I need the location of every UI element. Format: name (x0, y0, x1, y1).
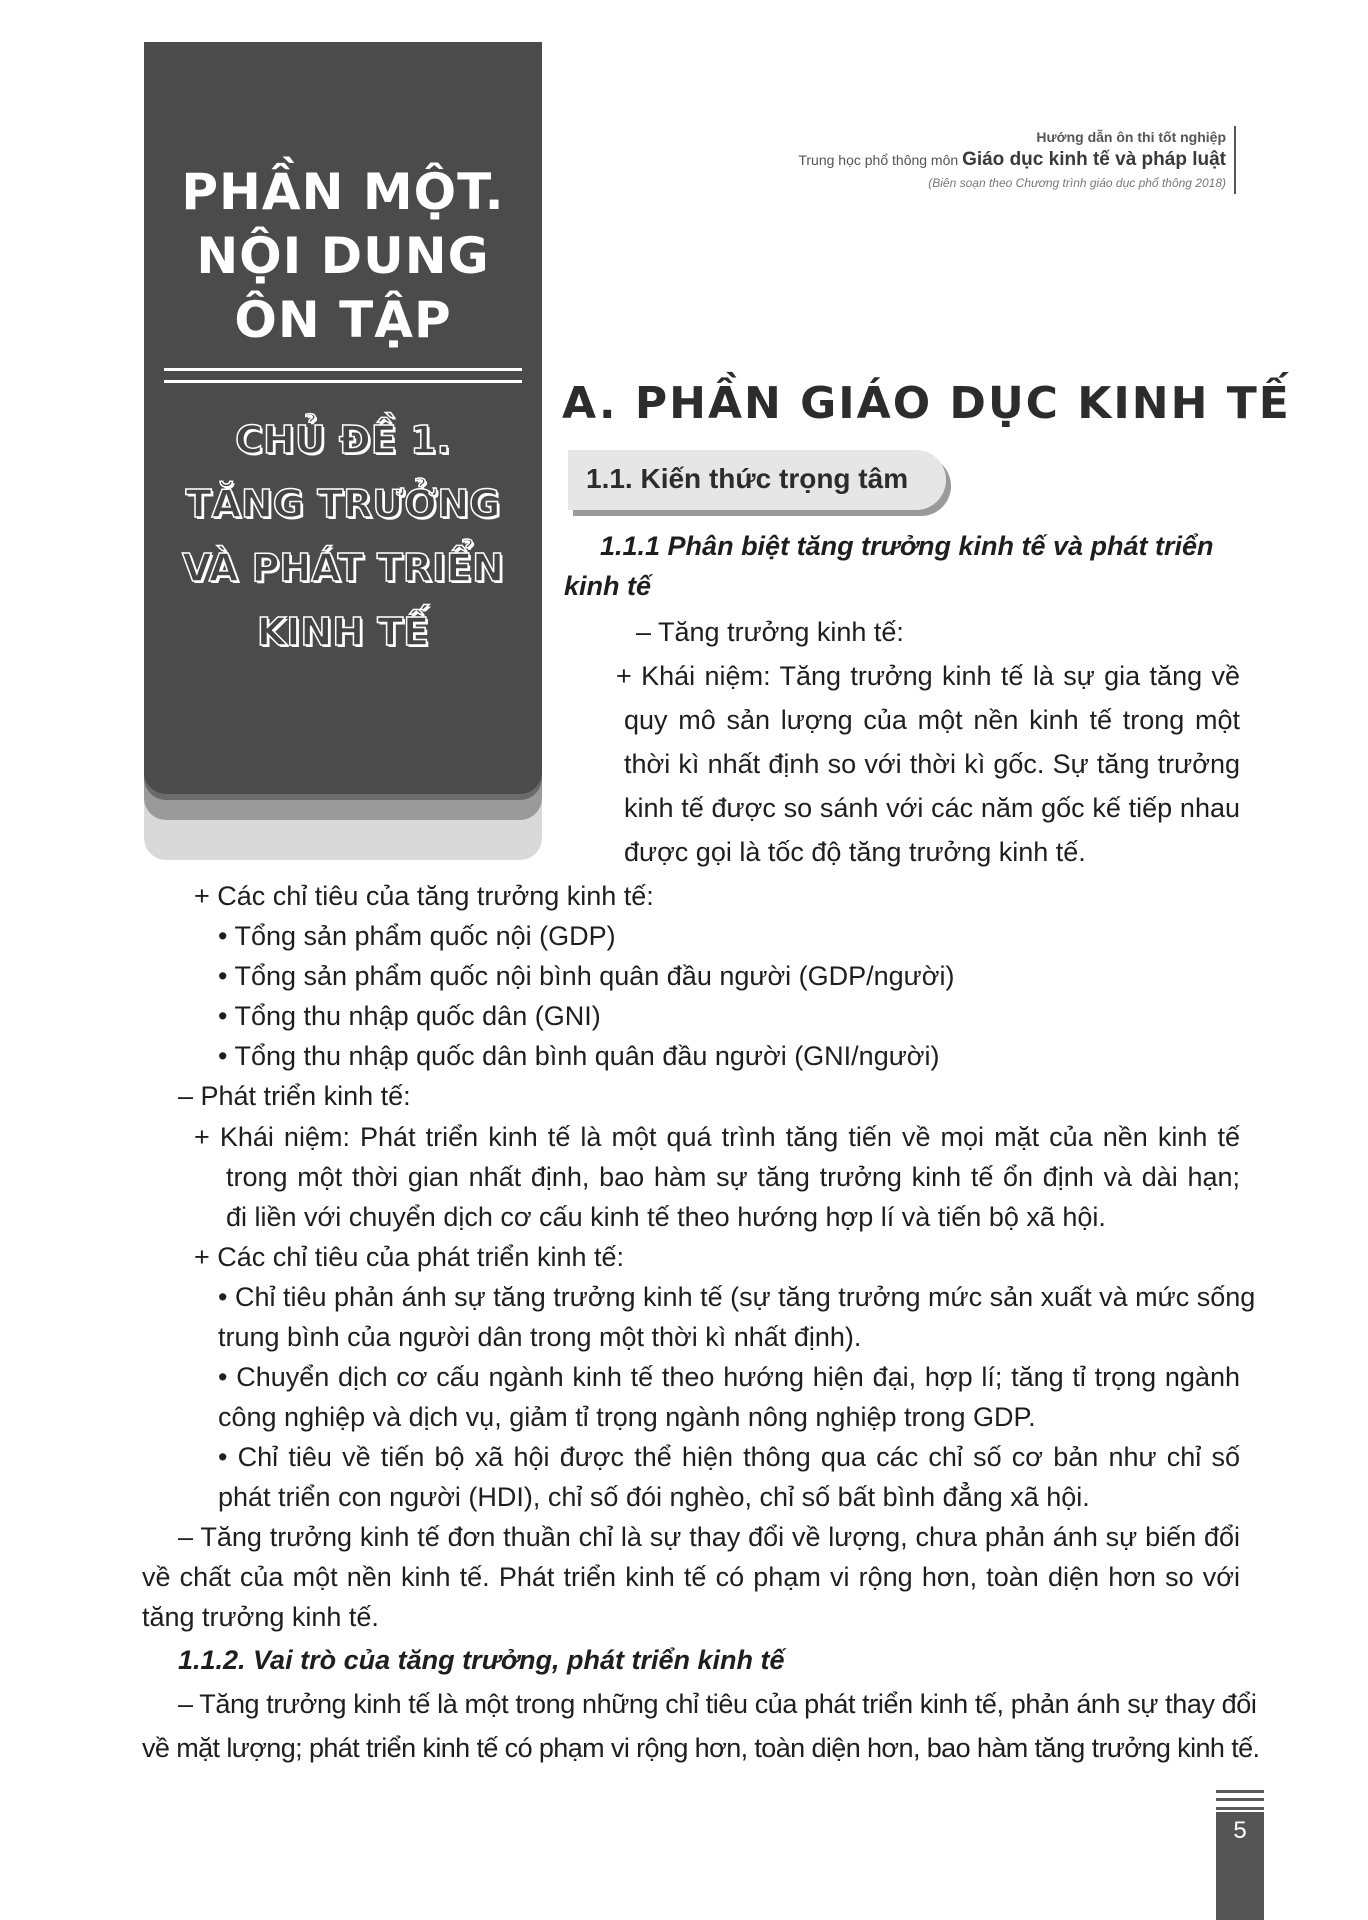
page-number-rule (1216, 1790, 1264, 1810)
section-title: A. PHẦN GIÁO DỤC KINH TẾ (562, 378, 1291, 429)
heading-1-1-1-cont: kinh tế (564, 571, 652, 601)
paragraph-line: – Tăng trưởng kinh tế đơn thuần chỉ là sự thay đổi về lượng, chưa phản ánh sự biến đổi (178, 1522, 1240, 1552)
page-number-tab (1216, 1812, 1264, 1920)
paragraph-line: thời kì nhất định so với thời kì gốc. Sự tăng trưởng (624, 749, 1240, 779)
topic-title-line: CHỦ ĐỀ 1. (235, 418, 451, 462)
heading-1-1-2: 1.1.2. Vai trò của tăng trưởng, phát triển kinh tế (178, 1645, 785, 1675)
list-item: • Chỉ tiêu phản ánh sự tăng trưởng kinh tế (sự tăng trưởng mức sản xuất và mức sống (218, 1282, 1256, 1312)
part-title-line: NỘI DUNG (196, 227, 490, 285)
paragraph-line: + Khái niệm: Phát triển kinh tế là một quá trình tăng tiến về mọi mặt của nền kinh tế (194, 1122, 1240, 1152)
part-title-line: PHẦN MỘT. (181, 163, 505, 221)
panel-divider (164, 368, 522, 383)
header-line-1: Hướng dẫn ôn thi tốt nghiệp (1036, 129, 1226, 145)
subsection-pill-label: 1.1. Kiến thức trọng tâm (586, 463, 909, 494)
paragraph-line: trong một thời gian nhất định, bao hàm sự tăng trưởng kinh tế ổn định và dài hạn; (226, 1162, 1240, 1192)
paragraph-line: – Tăng trưởng kinh tế là một trong những chỉ tiêu của phát triển kinh tế, phản ánh sự thay đổi (178, 1689, 1257, 1719)
paragraph-line: đi liền với chuyển dịch cơ cấu kinh tế theo hướng hợp lí và tiến bộ xã hội. (226, 1202, 1106, 1232)
paragraph-line: – Phát triển kinh tế: (178, 1081, 411, 1111)
header-line-2 (798, 148, 1226, 172)
paragraph-line: + Các chỉ tiêu của phát triển kinh tế: (194, 1242, 624, 1272)
part-title (144, 160, 542, 352)
list-item: • Tổng thu nhập quốc dân bình quân đầu người (GNI/người) (218, 1041, 940, 1071)
paragraph-line: + Khái niệm: Tăng trưởng kinh tế là sự gia tăng về (616, 661, 1240, 691)
list-item-cont: công nghiệp và dịch vụ, giảm tỉ trọng ngành nông nghiệp trong GDP. (218, 1402, 1036, 1432)
paragraph-line: quy mô sản lượng của một nền kinh tế trong một (624, 705, 1240, 735)
chapter-panel (144, 42, 542, 794)
list-item: • Tổng sản phẩm quốc nội (GDP) (218, 921, 616, 951)
list-item: • Tổng sản phẩm quốc nội bình quân đầu người (GDP/người) (218, 961, 955, 991)
topic-title-line: VÀ PHÁT TRIỂN (182, 546, 504, 590)
list-item: • Chuyển dịch cơ cấu ngành kinh tế theo hướng hiện đại, hợp lí; tăng tỉ trọng ngành (218, 1362, 1240, 1392)
running-header (798, 126, 1236, 194)
paragraph-line: về chất của một nền kinh tế. Phát triển kinh tế có phạm vi rộng hơn, toàn diện hơn so với (142, 1562, 1240, 1592)
topic-title-line: KINH TẾ (256, 610, 430, 654)
header-subject: Giáo dục kinh tế và pháp luật (962, 149, 1226, 170)
paragraph-line: kinh tế được so sánh với các năm gốc kế tiếp nhau (624, 793, 1240, 823)
list-item: • Chỉ tiêu về tiến bộ xã hội được thể hiện thông qua các chỉ số cơ bản như chỉ số (218, 1442, 1240, 1472)
part-title-line: ÔN TẬP (234, 291, 452, 349)
list-item-cont: trung bình của người dân trong một thời kì nhất định). (218, 1322, 862, 1352)
topic-title-line: TĂNG TRƯỞNG (185, 482, 501, 526)
header-line-2-prefix: Trung học phổ thông môn (798, 152, 963, 168)
topic-title (144, 408, 542, 664)
header-line-3: (Biên soạn theo Chương trình giáo dục phổ thông 2018) (928, 176, 1226, 190)
paragraph-line: được gọi là tốc độ tăng trưởng kinh tế. (624, 837, 1086, 867)
list-item: • Tổng thu nhập quốc dân (GNI) (218, 1001, 601, 1031)
paragraph-line: – Tăng trưởng kinh tế: (636, 617, 904, 647)
page-number: 5 (1233, 1817, 1247, 1844)
list-item-cont: phát triển con người (HDI), chỉ số đói nghèo, chỉ số bất bình đẳng xã hội. (218, 1482, 1090, 1512)
paragraph-line: về mặt lượng; phát triển kinh tế có phạm vi rộng hơn, toàn diện hơn, bao hàm tăng trưởng kinh tế. (142, 1733, 1260, 1763)
subsection-pill (568, 450, 946, 510)
paragraph-line: tăng trưởng kinh tế. (142, 1602, 379, 1632)
paragraph-line: + Các chỉ tiêu của tăng trưởng kinh tế: (194, 881, 654, 911)
heading-1-1-1: 1.1.1 Phân biệt tăng trưởng kinh tế và phát triển (600, 531, 1214, 561)
